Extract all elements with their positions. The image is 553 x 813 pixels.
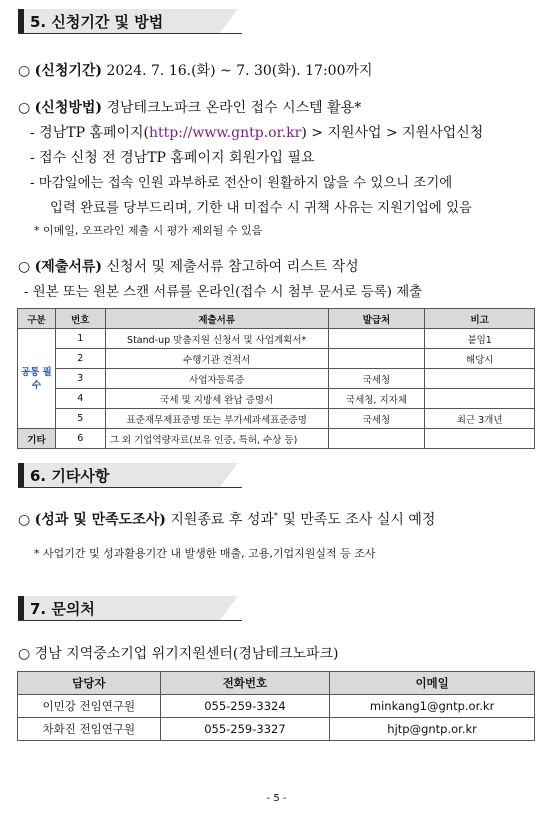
docs-text: 신청서 및 제출서류 참고하여 리스트 작성 [106,259,359,275]
col-header: 번호 [55,309,105,329]
bullet-circle: ○ [18,512,35,528]
contact-phone: 055-259-3327 [160,718,330,741]
group-required: 공통 필수 [18,329,56,429]
col-header: 전화번호 [160,672,330,695]
section-7-header [18,596,232,620]
col-header: 구분 [18,309,56,329]
documents-table [17,308,535,449]
contact-email[interactable]: hjtp@gntp.or.kr [330,718,535,741]
section-7-title: 7. 문의처 [30,600,95,618]
method-text: 경남테크노파크 온라인 접수 시스템 활용* [106,100,362,116]
col-header: 비고 [425,309,535,329]
survey-line: ○ (성과 및 만족도조사) 지원종료 후 성과* 및 만족도 조사 실시 예정 [18,511,436,528]
col-header: 담당자 [18,672,161,695]
col-header: 제출서류 [105,309,328,329]
section-5-underline [18,33,242,34]
gntp-link[interactable]: http://www.gntp.or.kr [149,125,302,141]
section-5-header [18,9,232,33]
period-label: (신청기간) [34,63,103,79]
survey-label: (성과 및 만족도조사) [34,512,166,528]
method-line [18,97,361,117]
bullet-circle: ○ [18,100,35,116]
section-5-title: 5. 신청기간 및 방법 [30,13,164,31]
col-header: 발급처 [328,309,425,329]
contact-phone: 055-259-3324 [160,695,330,718]
contact-name: 차화진 전임연구원 [18,718,161,741]
survey-note: * 사업기간 및 성과활용기간 내 발생한 매출, 고용,기업지원실적 등 조사 [34,547,376,560]
section-6-underline [18,487,242,488]
table-row: 5 표준재무제표증명 또는 부가세과세표준증명 국세청 최근 3개년 [18,409,535,429]
contact-email[interactable]: minkang1@gntp.or.kr [330,695,535,718]
docs-label: (제출서류) [34,259,103,275]
contact-name: 이민강 전임연구원 [18,695,161,718]
period-text: 2024. 7. 16.(화) ~ 7. 30(화). 17:00까지 [106,63,373,79]
bullet-circle: ○ [18,259,35,275]
section-6-title: 6. 기타사항 [30,467,110,485]
bullet-circle: ○ [18,63,35,79]
method-item-register: - 접수 신청 전 경남TP 홈페이지 회원가입 필요 [30,150,315,166]
contact-org: 경남 지역중소기업 위기지원센터(경남테크노파크) [34,646,339,662]
table-row: 2 수행기관 견적서 해당시 [18,349,535,369]
col-header: 이메일 [330,672,535,695]
period-line [18,60,373,80]
table-row [18,718,535,741]
section-7-underline [18,620,242,621]
page-number: - 5 - [266,793,287,804]
bullet-circle: ○ [18,646,35,662]
group-other: 기타 [18,429,56,449]
table-row: 공통 필수 1 Stand-up 맞춤지원 신청서 및 사업계획서* 붙임1 [18,329,535,349]
method-note: * 이메일, 오프라인 제출 시 평가 제외될 수 있음 [34,224,263,237]
docs-line [18,256,359,276]
contact-org-line [18,643,339,663]
table-row: 3 사업자등록증 국세청 [18,369,535,389]
table-row: 4 국세 및 지방세 완납 증명서 국세청, 지자체 [18,389,535,409]
table-row [18,695,535,718]
docs-sub: - 원본 또는 원본 스캔 서류를 온라인(접수 시 첨부 문서로 등록) 제출 [24,285,423,300]
method-item-homepage: - 경남TP 홈페이지(http://www.gntp.or.kr) > 지원사업 > 지원사업신청 [30,125,484,141]
contacts-table [17,671,535,741]
method-item-deadline-2: 입력 완료를 당부드리며, 기한 내 미접수 시 귀책 사유는 지원기업에 있음 [50,201,472,216]
table-row: 기타 6 그 외 기업역량자료(보유 인증, 특허, 수상 등) [18,429,535,449]
table-header-row [18,309,535,329]
method-item-deadline-1: - 마감일에는 접속 인원 과부하로 전산이 원활하지 않을 수 있으니 조기에 [30,176,453,191]
method-label: (신청방법) [34,100,103,116]
contacts-header-row [18,672,535,695]
section-6-header [18,463,232,487]
